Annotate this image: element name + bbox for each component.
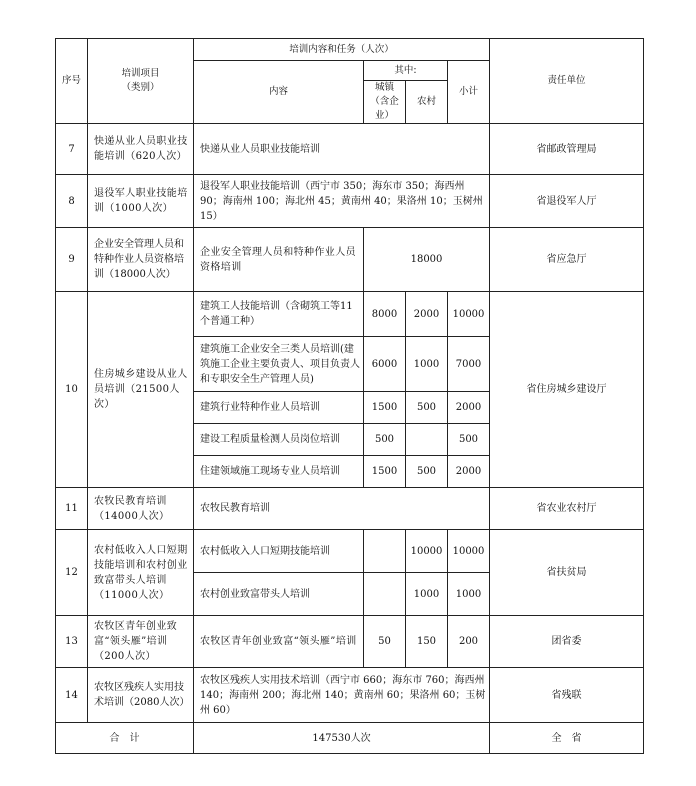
row-content: 快递从业人员职业技能培训 [194,124,490,175]
sub-content: 农村低收入人口短期技能培训 [194,530,364,573]
header-project [88,39,194,124]
sub-subtotal: 10000 [448,530,490,573]
sub-rural: 500 [406,456,448,488]
row-unit: 省邮政管理局 [490,124,644,175]
row-project: 住房城乡建设从业人员培训（21500人次） [88,292,194,488]
sub-urban [364,573,406,616]
total-value: 147530人次 [194,723,490,754]
table-row [56,530,644,573]
row-subtotal: 200 [448,616,490,668]
sub-urban: 1500 [364,392,406,424]
row-urban: 50 [364,616,406,668]
row-content: 农牧民教育培训 [194,488,490,530]
sub-content: 建筑工人技能培训（含砌筑工等11个普通工种） [194,292,364,337]
training-table [55,38,644,754]
header-subtotal: 小计 [448,61,490,124]
row-content: 农牧区青年创业致富“领头雁”培训 [194,616,364,668]
row-seq: 8 [56,175,88,228]
header-rural: 农村 [406,81,448,124]
row-project: 退役军人职业技能培训（1000人次） [88,175,194,228]
row-project: 企业安全管理人员和特种作业人员资格培训（18000人次） [88,228,194,292]
table-row [56,616,644,668]
row-project: 农牧民教育培训（14000人次） [88,488,194,530]
row-seq: 9 [56,228,88,292]
table-row [56,175,644,228]
sub-urban: 8000 [364,292,406,337]
sub-content: 建筑施工企业安全三类人员培训(建筑施工企业主要负责人、项目负责人和专职安全生产管理人员) [194,337,364,392]
sub-rural: 1000 [406,337,448,392]
sub-subtotal: 10000 [448,292,490,337]
row-seq: 10 [56,292,88,488]
table-row [56,228,644,292]
total-unit: 全 省 [490,723,644,754]
sub-rural [406,424,448,456]
table-row [56,292,644,337]
sub-content: 农村创业致富带头人培训 [194,573,364,616]
sub-content: 建筑行业特种作业人员培训 [194,392,364,424]
row-content: 企业安全管理人员和特种作业人员资格培训 [194,228,364,292]
row-unit: 省残联 [490,668,644,723]
sub-urban: 1500 [364,456,406,488]
header-urban-line1: 城镇 [374,82,394,93]
sub-subtotal: 500 [448,424,490,456]
row-seq: 7 [56,124,88,175]
row-unit: 省扶贫局 [490,530,644,616]
header-content: 内容 [194,61,364,124]
row-project: 农村低收入人口短期技能培训和农村创业致富带头人培训（11000人次） [88,530,194,616]
header-among: 其中: [364,61,448,81]
header-unit: 责任单位 [490,39,644,124]
header-project-line2: （类别） [121,82,160,93]
total-row [56,723,644,754]
sub-content: 住建领域施工现场专业人员培训 [194,456,364,488]
header-project-line1: 培训项目 [121,68,160,79]
sub-rural: 10000 [406,530,448,573]
sub-rural: 2000 [406,292,448,337]
sub-subtotal: 2000 [448,456,490,488]
total-label: 合 计 [56,723,194,754]
row-unit: 省住房城乡建设厅 [490,292,644,488]
row-rural: 150 [406,616,448,668]
row-content: 退役军人职业技能培训（西宁市 350；海东市 350；海西州 90；海南州 100；海北州 45；黄南州 40；果洛州 10；玉树州 15） [194,175,490,228]
row-unit: 省农业农村厅 [490,488,644,530]
row-merged-value: 18000 [364,228,490,292]
row-unit: 省退役军人厅 [490,175,644,228]
row-content: 农牧区残疾人实用技术培训（西宁市 660；海东市 760；海西州 140；海南州 200；海北州 140；黄南州 60；果洛州 60；玉树州 60） [194,668,490,723]
table-row [56,488,644,530]
row-seq: 12 [56,530,88,616]
sub-subtotal: 2000 [448,392,490,424]
sub-subtotal: 1000 [448,573,490,616]
sub-content: 建设工程质量检测人员岗位培训 [194,424,364,456]
row-unit: 省应急厅 [490,228,644,292]
sub-subtotal: 7000 [448,337,490,392]
sub-rural: 1000 [406,573,448,616]
table-row [56,668,644,723]
row-seq: 11 [56,488,88,530]
header-urban [364,81,406,124]
row-project: 快递从业人员职业技能培训（620人次） [88,124,194,175]
row-project: 农牧区青年创业致富“领头雁”培训（200人次） [88,616,194,668]
header-seq: 序号 [56,39,88,124]
row-project: 农牧区残疾人实用技术培训（2080人次） [88,668,194,723]
row-seq: 14 [56,668,88,723]
table-row [56,124,644,175]
header-urban-line2: （含企业） [370,96,399,121]
row-seq: 13 [56,616,88,668]
row-unit: 团省委 [490,616,644,668]
header-row-1 [56,39,644,61]
sub-rural: 500 [406,392,448,424]
sub-urban: 6000 [364,337,406,392]
sub-urban [364,530,406,573]
sub-urban: 500 [364,424,406,456]
header-content-group: 培训内容和任务（人次） [194,39,490,61]
